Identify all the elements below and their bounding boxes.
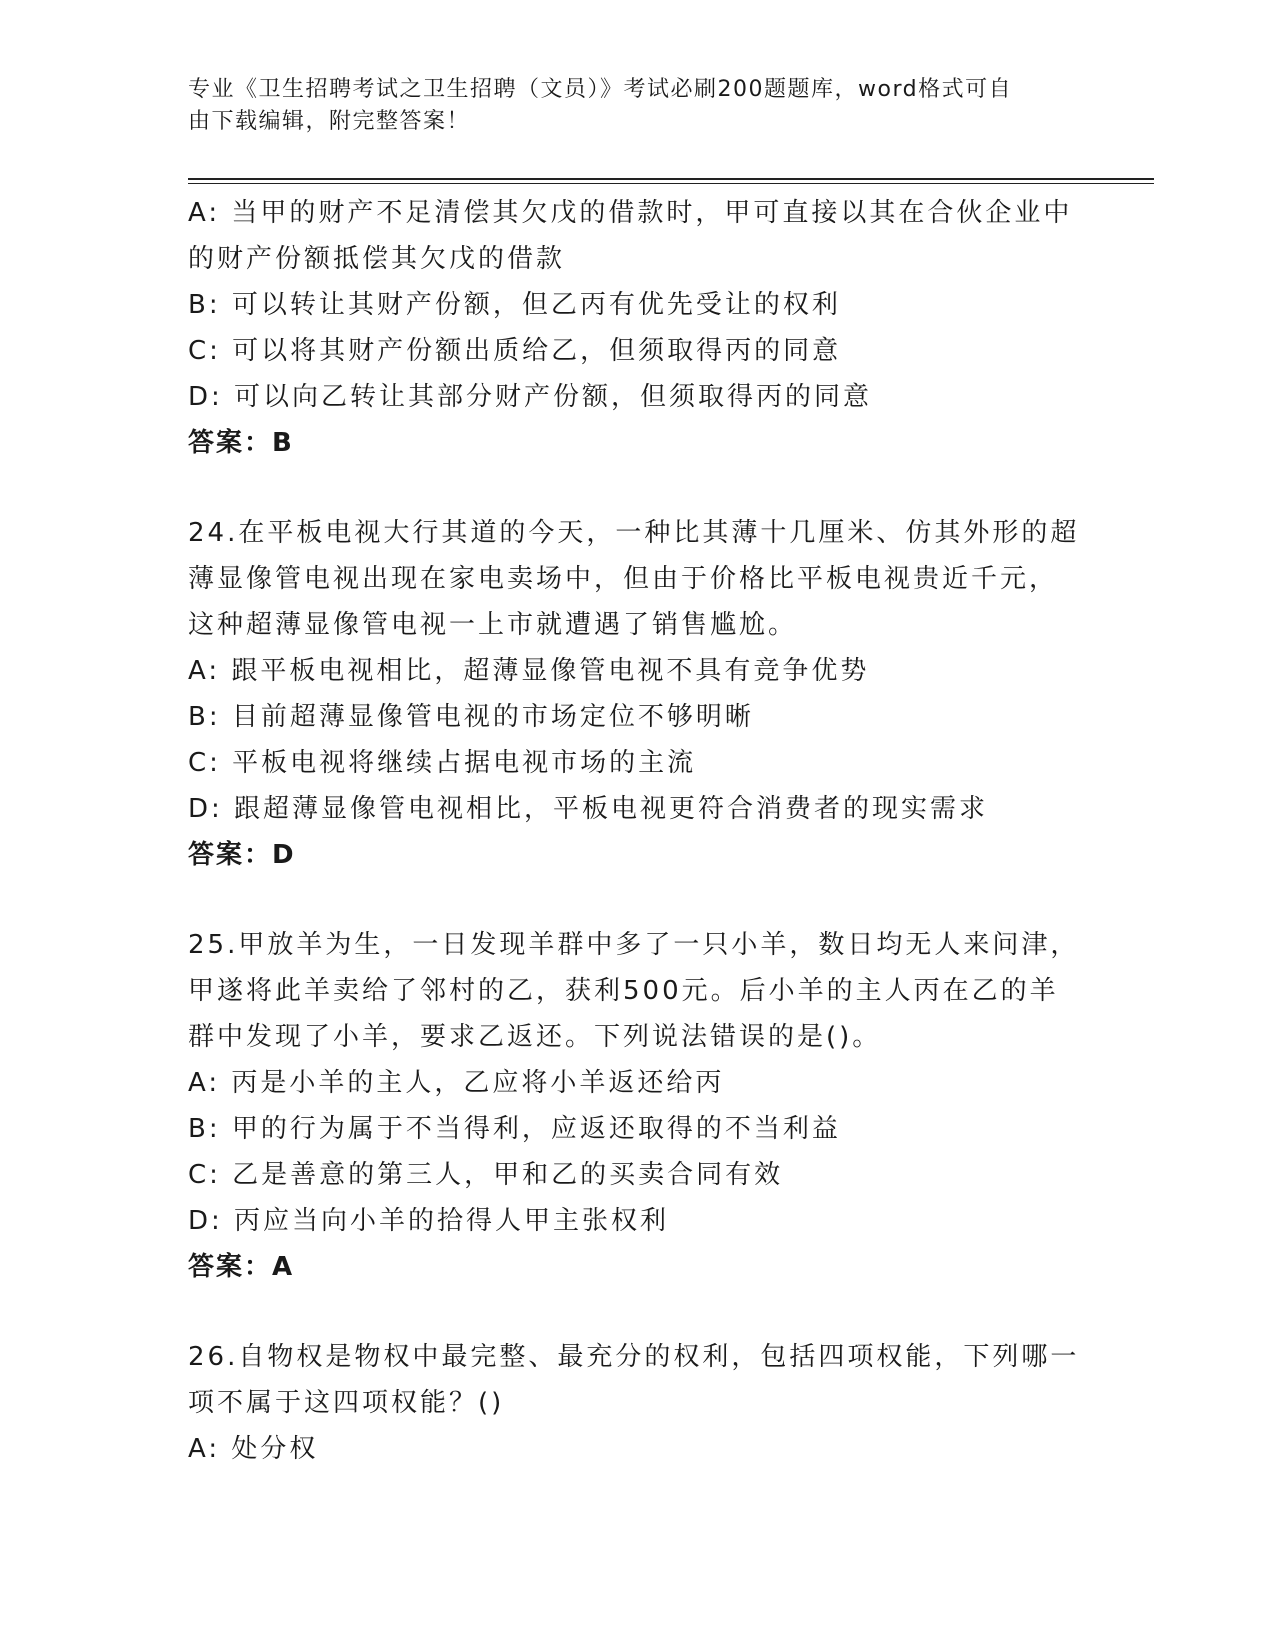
question-stem-line-2: 薄显像管电视出现在家电卖场中，但由于价格比平板电视贵近千元， xyxy=(188,564,1059,594)
header-rule-thin xyxy=(188,183,1154,184)
question-stem-line-2: 甲遂将此羊卖给了邻村的乙，获利500元。后小羊的主人丙在乙的羊 xyxy=(188,976,1059,1006)
question-26 xyxy=(188,1334,1088,1472)
option-b: B: 甲的行为属于不当得利，应返还取得的不当利益 xyxy=(188,1114,841,1144)
question-stem-line-3: 这种超薄显像管电视一上市就遭遇了销售尴尬。 xyxy=(188,610,798,640)
spacer xyxy=(188,1290,1088,1334)
spacer xyxy=(188,466,1088,510)
answer: 答案：A xyxy=(188,1252,295,1282)
option-c: C: 平板电视将继续占据电视市场的主流 xyxy=(188,748,697,778)
option-d: D: 丙应当向小羊的拾得人甲主张权利 xyxy=(188,1206,670,1236)
option-c: C: 可以将其财产份额出质给乙，但须取得丙的同意 xyxy=(188,336,842,366)
question-stem-line-1: 25.甲放羊为生，一日发现羊群中多了一只小羊，数日均无人来问津， xyxy=(188,930,1080,960)
document-body xyxy=(188,190,1088,1472)
option-d: D: 可以向乙转让其部分财产份额，但须取得丙的同意 xyxy=(188,382,873,412)
question-25 xyxy=(188,922,1088,1290)
answer: 答案：B xyxy=(188,428,294,458)
answer: 答案：D xyxy=(188,840,296,870)
option-a: A: 处分权 xyxy=(188,1434,319,1464)
question-24 xyxy=(188,510,1088,878)
header-line-2: 由下载编辑，附完整答案！ xyxy=(188,109,471,134)
question-stem-line-3: 群中发现了小羊，要求乙返还。下列说法错误的是()。 xyxy=(188,1022,882,1052)
spacer xyxy=(188,878,1088,922)
question-stem-line-1: 24.在平板电视大行其道的今天，一种比其薄十几厘米、仿其外形的超 xyxy=(188,518,1080,548)
question-stem-line-1: 26.自物权是物权中最完整、最充分的权利，包括四项权能，下列哪一 xyxy=(188,1342,1080,1372)
header-rule-thick xyxy=(188,178,1154,180)
question-stem-line-2: 项不属于这四项权能？() xyxy=(188,1388,505,1418)
option-b: B: 目前超薄显像管电视的市场定位不够明晰 xyxy=(188,702,754,732)
option-c: C: 乙是善意的第三人，甲和乙的买卖合同有效 xyxy=(188,1160,784,1190)
option-a: A: 跟平板电视相比，超薄显像管电视不具有竞争优势 xyxy=(188,656,870,686)
document-header xyxy=(188,74,1088,138)
option-a: A: 丙是小羊的主人，乙应将小羊返还给丙 xyxy=(188,1068,725,1098)
question-23 xyxy=(188,190,1088,466)
option-a-line-2: 的财产份额抵偿其欠戊的借款 xyxy=(188,244,566,274)
option-d: D: 跟超薄显像管电视相比，平板电视更符合消费者的现实需求 xyxy=(188,794,989,824)
option-a-line-1: A: 当甲的财产不足清偿其欠戊的借款时，甲可直接以其在合伙企业中 xyxy=(188,198,1073,228)
header-line-1: 专业《卫生招聘考试之卫生招聘（文员）》考试必刷200题题库，word格式可自 xyxy=(188,77,1013,102)
option-b: B: 可以转让其财产份额，但乙丙有优先受让的权利 xyxy=(188,290,841,320)
